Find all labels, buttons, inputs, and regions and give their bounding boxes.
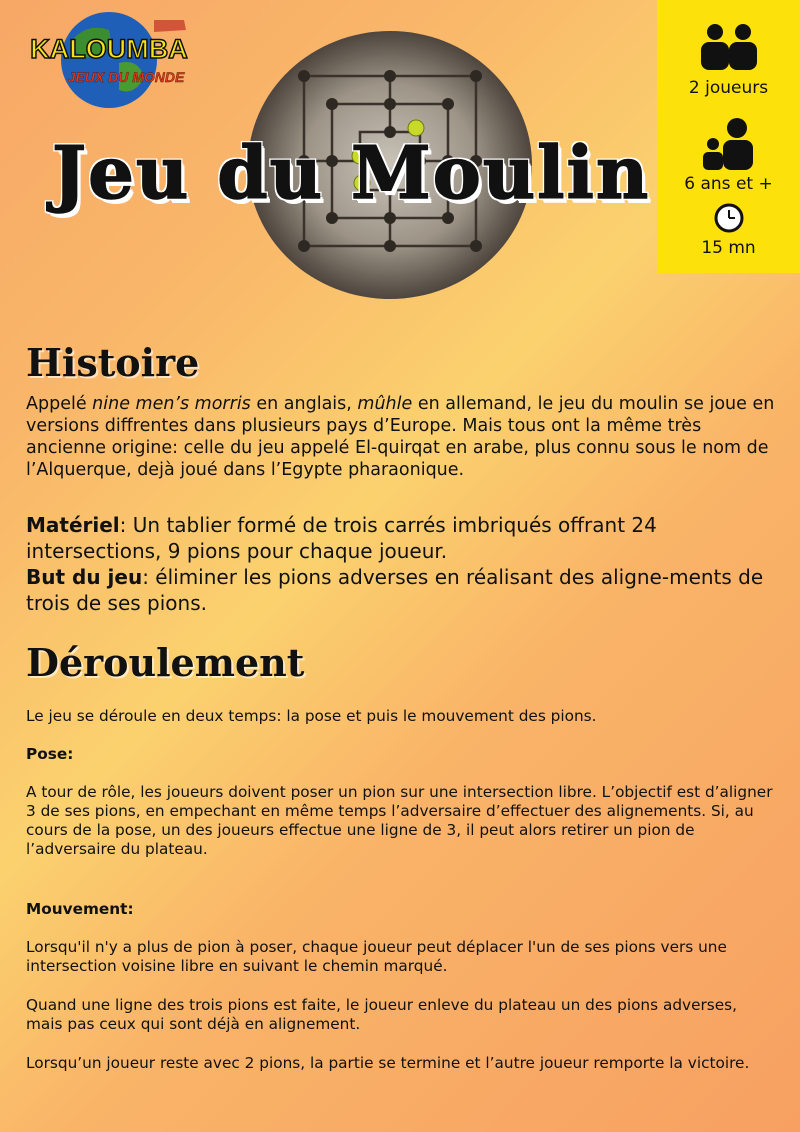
- logo-subtitle: JEUX DU MONDE: [67, 69, 185, 85]
- but-du-jeu-text: But du jeu: éliminer les pions adverses en réalisant des aligne-ments de trois de ses pions.: [26, 565, 764, 615]
- page-title: Jeu du Moulin: [52, 130, 651, 215]
- players-count: 2 joueurs: [688, 78, 769, 98]
- mouvement-text-1: Lorsqu'il n'y a plus de pion à poser, chaque joueur peut déplacer l'un de ses pions vers une intersection voisine libre en suivant le chemin marqué.: [26, 938, 727, 975]
- age-icon: [701, 116, 757, 172]
- age-range: 6 ans et +: [684, 174, 773, 194]
- deroulement-intro: Le jeu se déroule en deux temps: la pose et puis le mouvement des pions.: [26, 707, 597, 725]
- mouvement-text-3: Lorsqu’un joueur reste avec 2 pions, la partie se termine et l’autre joueur remporte la victoire.: [26, 1054, 750, 1072]
- pose-text: A tour de rôle, les joueurs doivent poser un pion sur une intersection libre. L’objectif est d’aligner 3 de ses pions, en empechant en même temps l’adversaire d’effectuer des alignements. Si, au cours de la pose, un des joueurs effectue une ligne de 3, il peut alors retirer un pion de l’adversaire du plateau.: [26, 783, 773, 858]
- histoire-heading: Histoire: [26, 340, 200, 385]
- mouvement-label: Mouvement:: [26, 900, 134, 918]
- mouvement-text-2: Quand une ligne des trois pions est faite, le joueur enleve du plateau un des pions adverses, mais pas ceux qui sont déjà en alignement.: [26, 996, 738, 1033]
- pose-label: Pose:: [26, 745, 74, 763]
- duration: 15 mn: [701, 238, 756, 258]
- histoire-text: Appelé nine men’s morris en anglais, mûhle en allemand, le jeu du moulin se joue en versions diffrentes dans plusieurs pays d’Europe. Mais tous ont la même très ancienne origine: celle du jeu appelé El-quirqat en arabe, plus connu sous le nom de l’Alquerque, dejà joué dans l’Egypte pharaonique.: [26, 394, 775, 480]
- game-info-box: [657, 0, 800, 273]
- materiel-text: Matériel: Un tablier formé de trois carrés imbriqués offrant 24 intersections, 9 pions pour chaque joueur.: [26, 513, 657, 563]
- kaloumba-logo: [14, 8, 204, 120]
- players-icon: [697, 22, 761, 72]
- clock-icon: [713, 202, 745, 234]
- deroulement-heading: Déroulement: [26, 640, 305, 685]
- logo-name: KALOUMBA: [30, 34, 188, 64]
